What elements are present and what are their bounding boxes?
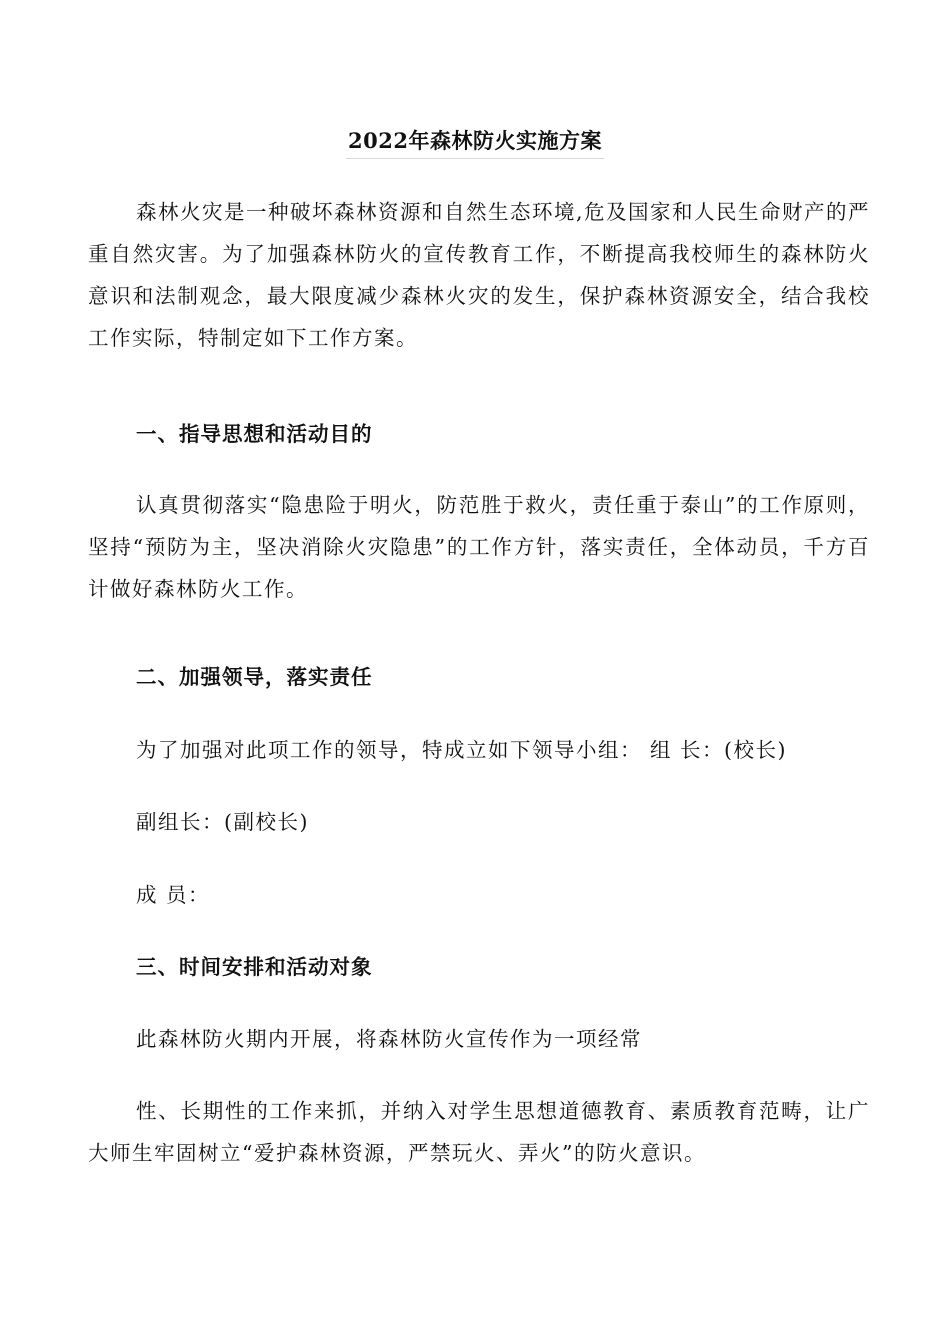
members-line: 成 员： bbox=[136, 883, 211, 907]
document-title-container bbox=[0, 124, 950, 159]
deputy-leader-line: 副组长：(副校长) bbox=[136, 810, 309, 834]
section-heading-3: 三、时间安排和活动对象 bbox=[136, 955, 373, 979]
section-heading-2: 二、加强领导，落实责任 bbox=[136, 665, 373, 689]
leadership-group-line: 为了加强对此项工作的领导，特成立如下领导小组： 组 长：(校长) bbox=[136, 738, 788, 762]
section-heading-1: 一、指导思想和活动目的 bbox=[136, 422, 373, 446]
document-title: 2022年森林防火实施方案 bbox=[346, 124, 604, 159]
section-1-paragraph: 认真贯彻落实“隐患险于明火，防范胜于救火，责任重于泰山”的工作原则，坚持“预防为主，坚决消除火灾隐患”的工作方针，落实责任，全体动员，千方百计做好森林防火工作。 bbox=[88, 493, 870, 601]
intro-paragraph: 森林火灾是一种破坏森林资源和自然生态环境,危及国家和人民生命财产的严重自然灾害。为了加强森林防火的宣传教育工作，不断提高我校师生的森林防火意识和法制观念，最大限度减少森林火灾的发生，保护森林资源安全，结合我校工作实际，特制定如下工作方案。 bbox=[88, 200, 871, 350]
section-3-first-line: 此森林防火期内开展，将森林防火宣传作为一项经常 bbox=[136, 1027, 642, 1051]
section-3-paragraph: 性、长期性的工作来抓，并纳入对学生思想道德教育、素质教育范畴，让广大师生牢固树立“爱护森林资源，严禁玩火、弄火”的防火意识。 bbox=[88, 1099, 870, 1165]
